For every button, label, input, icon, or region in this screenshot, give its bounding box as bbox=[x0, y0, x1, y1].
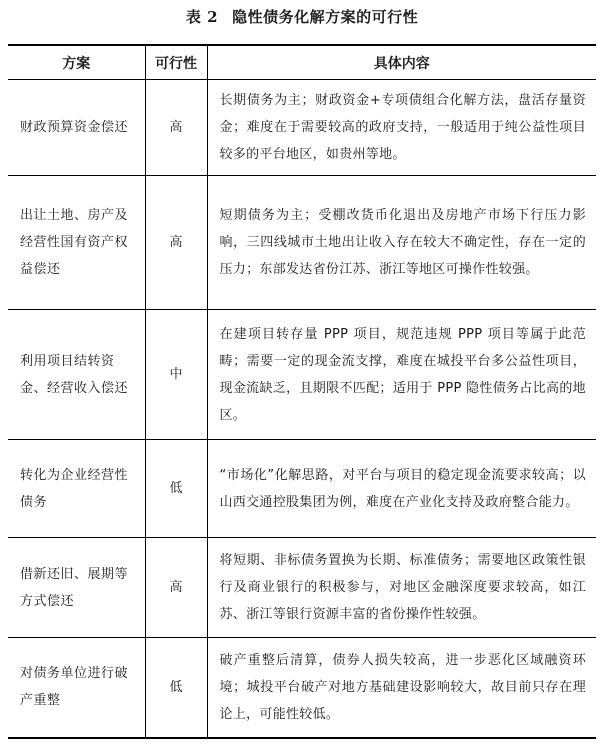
row-detail: 长期债务为主；财政资金+专项债组合化解方法，盘活存量资金；难度在于需要较高的政府支持，一般适用于纯公益性项目较多的平台地区，如贵州等地。 bbox=[207, 80, 596, 176]
row-plan: 出让土地、房产及经营性国有资产权益偿还 bbox=[8, 176, 145, 310]
row-feasibility: 高 bbox=[145, 80, 207, 176]
row-plan: 财政预算资金偿还 bbox=[8, 80, 145, 176]
table-header-row bbox=[8, 45, 596, 80]
row-feasibility: 高 bbox=[145, 538, 207, 638]
row-feasibility: 低 bbox=[145, 440, 207, 538]
table-row bbox=[8, 310, 596, 440]
row-detail: “市场化”化解思路，对平台与项目的稳定现金流要求较高；以山西交通控股集团为例，难度在产业化支持及政府整合能力。 bbox=[207, 440, 596, 538]
row-detail: 短期债务为主；受棚改货币化退出及房地产市场下行压力影响，三四线城市土地出让收入存在较大不确定性，存在一定的压力；东部发达省份江苏、浙江等地区可操作性较强。 bbox=[207, 176, 596, 310]
row-plan: 借新还旧、展期等方式偿还 bbox=[8, 538, 145, 638]
row-detail: 在建项目转存量 PPP 项目，规范违规 PPP 项目等属于此范畴；需要一定的现金流支撑，难度在城投平台多公益性项目，现金流缺乏，且期限不匹配；适用于 PPP 隐性债务占比高的地区。 bbox=[207, 310, 596, 440]
row-feasibility: 中 bbox=[145, 310, 207, 440]
feasibility-table bbox=[8, 44, 596, 739]
table-row bbox=[8, 440, 596, 538]
table-title: 隐性债务化解方案的可行性 bbox=[232, 8, 419, 26]
row-detail: 破产重整后清算，债券人损失较高，进一步恶化区域融资环境；城投平台破产对地方基础建设影响较大，故目前只存在理论上，可能性较低。 bbox=[207, 638, 596, 738]
row-plan: 利用项目结转资金、经营收入偿还 bbox=[8, 310, 145, 440]
table-row bbox=[8, 80, 596, 176]
table-row bbox=[8, 538, 596, 638]
row-feasibility: 低 bbox=[145, 638, 207, 738]
table-row bbox=[8, 638, 596, 738]
table-number: 表 2 bbox=[185, 8, 219, 26]
header-feasibility: 可行性 bbox=[145, 45, 207, 80]
header-plan: 方案 bbox=[8, 45, 145, 80]
row-plan: 对债务单位进行破产重整 bbox=[8, 638, 145, 738]
header-detail: 具体内容 bbox=[207, 45, 596, 80]
table-caption bbox=[0, 6, 604, 27]
row-feasibility: 高 bbox=[145, 176, 207, 310]
row-plan: 转化为企业经营性债务 bbox=[8, 440, 145, 538]
row-detail: 将短期、非标债务置换为长期、标准债务；需要地区政策性银行及商业银行的积极参与，对地区金融深度要求较高，如江苏、浙江等银行资源丰富的省份操作性较强。 bbox=[207, 538, 596, 638]
table-row bbox=[8, 176, 596, 310]
